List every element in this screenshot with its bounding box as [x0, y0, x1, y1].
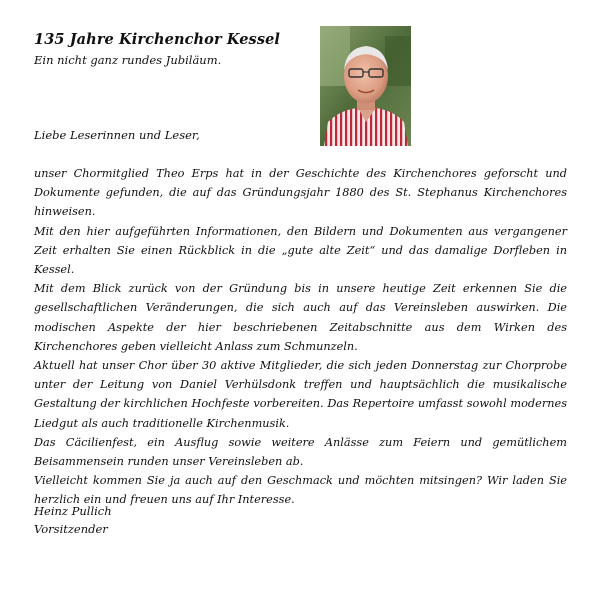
page-title: 135 Jahre Kirchenchor Kessel [34, 31, 281, 48]
salutation: Liebe Leserinnen und Leser, [34, 128, 200, 142]
letter-body [34, 164, 567, 510]
portrait-image [320, 26, 411, 146]
paragraph: Mit den hier aufgeführten Informationen, den Bildern und Dokumenten aus vergangener Zeit erhalten Sie einen Rückblick in die „gute alte Zeit“ und das damalige Dorfleben in Kessel. [34, 224, 567, 277]
paragraph: Aktuell hat unser Chor über 30 aktive Mitglieder, die sich jeden Donnerstag zur Chorprobe unter der Leitung von Daniel Verhülsdonk treffen und hauptsächlich die musikalische Gestaltung der kirchlichen Hochfeste vorbereiten. Das Repertoire umfasst sowohl modernes Liedgut als auch traditionelle Kirchenmusik. [34, 359, 567, 430]
paragraph: Vielleicht kommen Sie ja auch auf den Geschmack und möchten mitsingen? Wir laden Sie herzlich ein und freuen uns auf Ihr Interesse. [34, 474, 567, 507]
paragraph: Mit dem Blick zurück von der Gründung bis in unsere heutige Zeit erkennen Sie die gesellschaftlichen Veränderungen, die sich auch auf das Vereinsleben auswirken. Die modischen Aspekte der hier beschriebenen Zeitabschnitte aus dem Wirken des Kirchenchores geben vielleicht Anlass zum Schmunzeln. [34, 282, 567, 353]
signature-role: Vorsitzender [34, 522, 108, 536]
paragraph: unser Chormitglied Theo Erps hat in der Geschichte des Kirchenchores geforscht und Dokumente gefunden, die auf das Gründungsjahr 1880 des St. Stephanus Kirchenchores hinweisen. [34, 167, 567, 219]
page-subtitle: Ein nicht ganz rundes Jubiläum. [34, 53, 222, 67]
portrait-photo [320, 26, 411, 146]
signature-name: Heinz Pullich [34, 504, 112, 518]
paragraph: Das Cäcilienfest, ein Ausflug sowie weitere Anlässe zum Feiern und gemütlichem Beisammensein runden unser Vereinsleben ab. [34, 435, 567, 469]
